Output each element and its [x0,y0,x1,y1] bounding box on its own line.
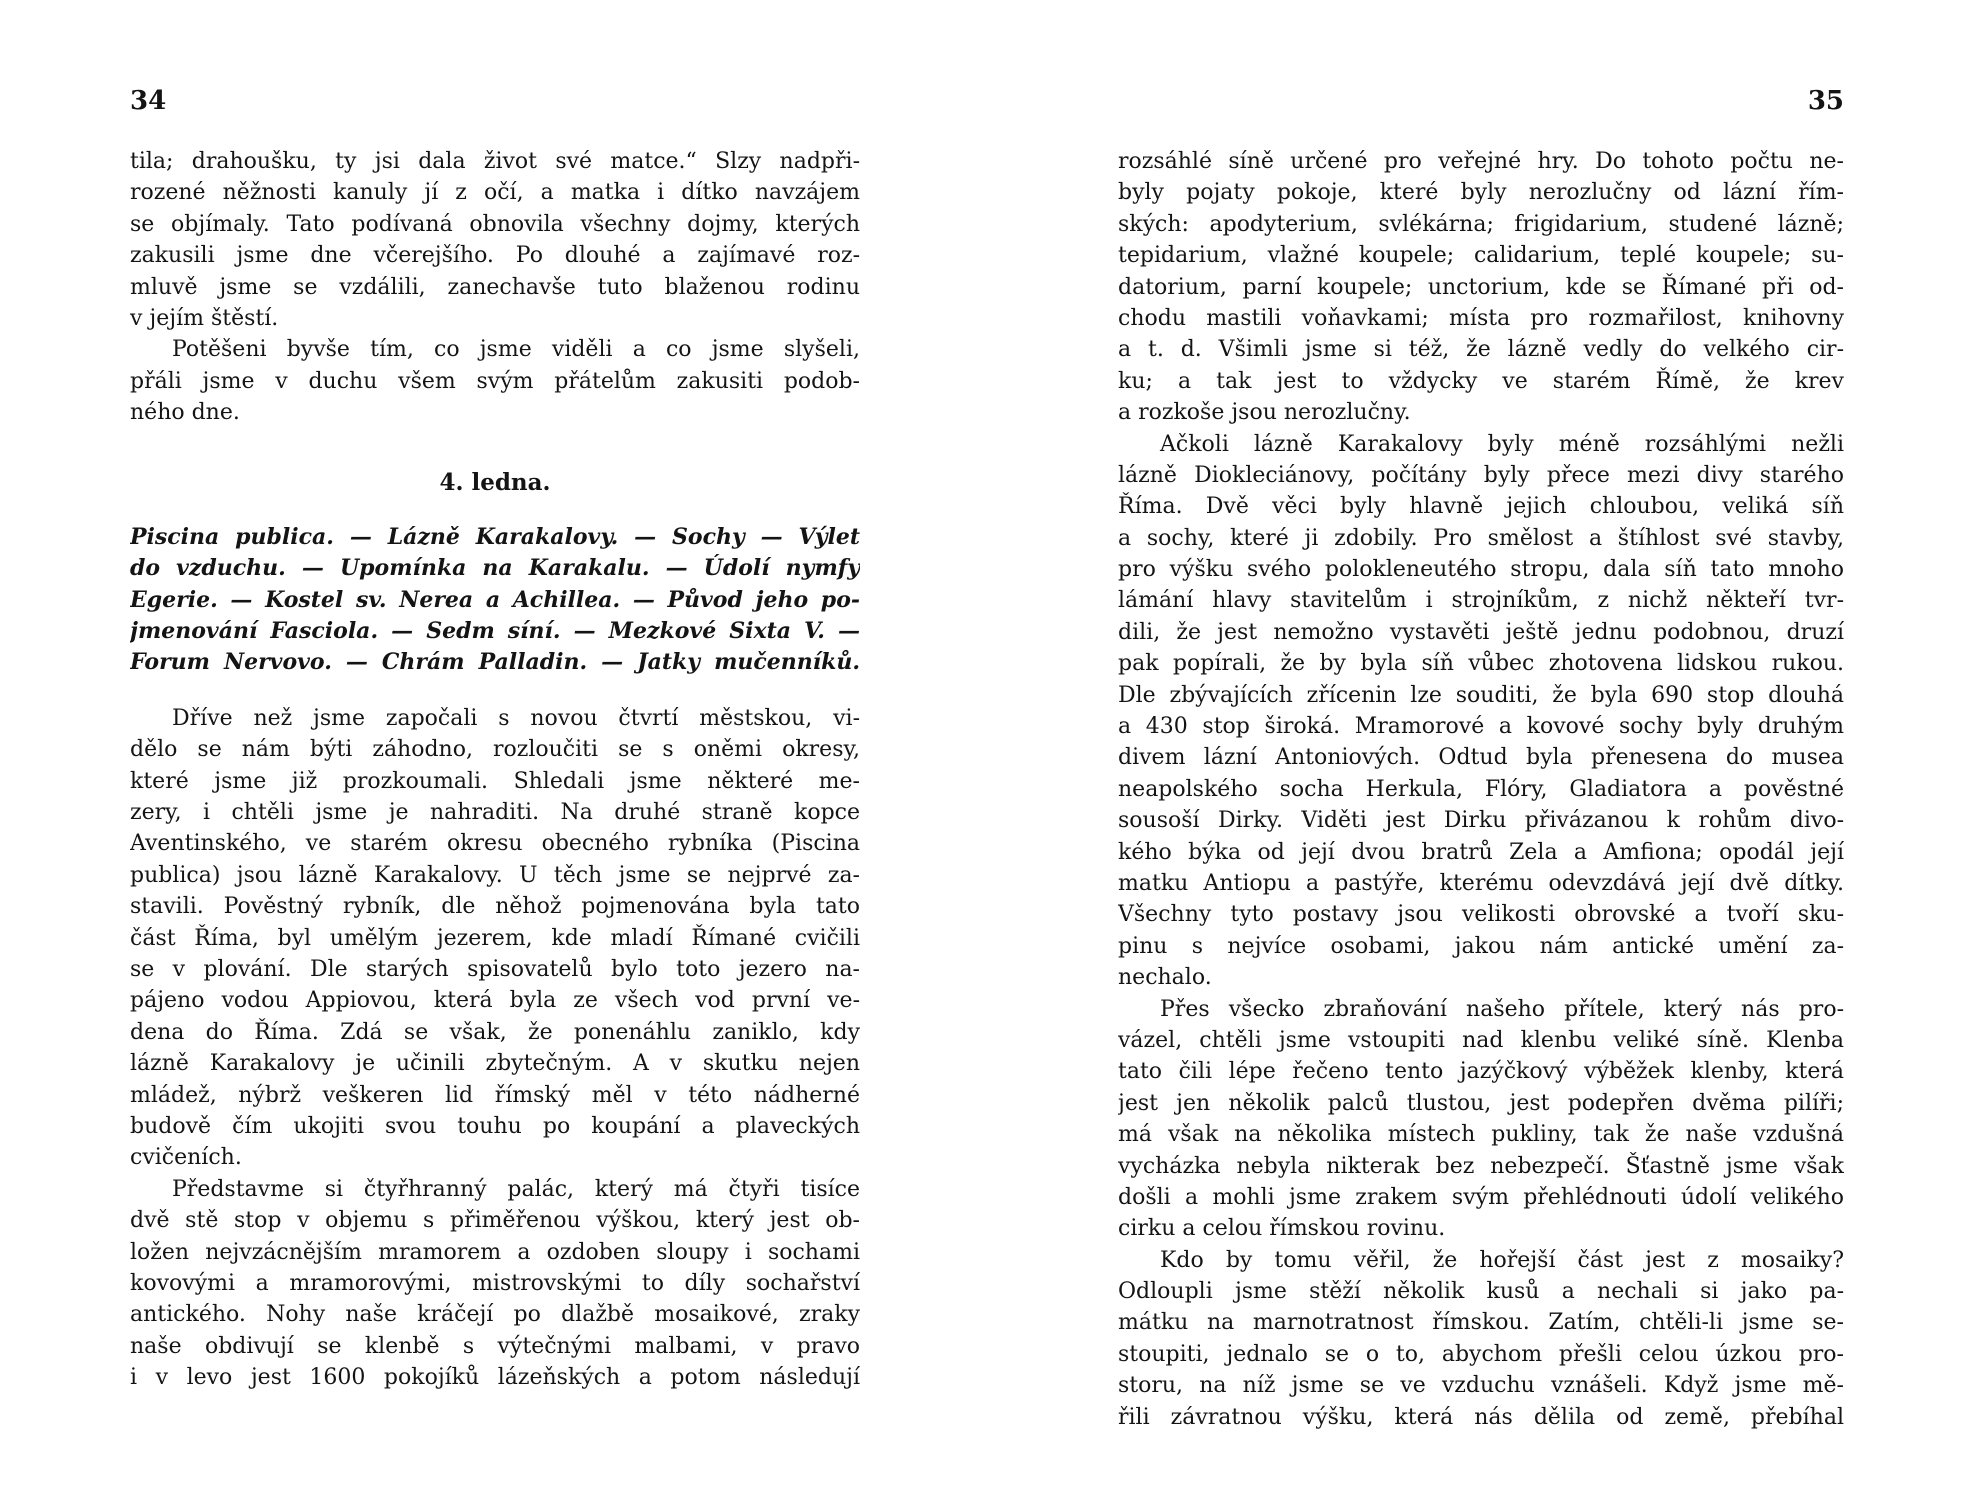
text-line: a t. d. Všimli jsme si též, že lázně vedly do velkého cir- [1118,337,1844,363]
chapter-summary [130,522,860,679]
text-line: do vzduchu. — Upomínka na Karakalu. — Údolí nymfy [130,555,860,582]
text-line: antického. Nohy naše kráčejí po dlažbě mosaikové, zraky [130,1302,860,1328]
right-page-text [1118,146,1844,1433]
text-line: jmenování Fasciola. — Sedm síní. — Mezkové Sixta V. — [130,618,860,645]
text-line: jest jen několik palců tlustou, jest podepřen dvěma pilíři; [1118,1090,1844,1116]
text-line: pinu s nejvíce osobami, jakou nám antické umění za- [1118,933,1844,959]
text-line: přáli jsme v duchu všem svým přátelům zakusiti podob- [130,368,860,394]
text-line: mluvě jsme se vzdálili, zanechavše tuto blaženou rodinu [130,274,860,300]
text-line: pro výšku svého polokleneutého stropu, dala síň tato mnoho [1118,557,1844,583]
text-line: dvě stě stop v objemu s přiměřenou výškou, který jest ob- [130,1208,860,1234]
text-line: zery, i chtěli jsme je nahraditi. Na druhé straně kopce [130,800,860,826]
text-line: Dříve než jsme započali s novou čtvrtí městskou, vi- [172,705,860,731]
paragraph-block-right [1118,146,1844,1433]
text-line: vycházka nebyla nikterak bez nebezpečí. Šťastně jsme však [1118,1153,1844,1179]
text-line: tato čili lépe řečeno tento jazýčkový výběžek klenby, která [1118,1059,1844,1085]
text-line: rozsáhlé síně určené pro veřejné hry. Do tohoto počtu ne- [1118,149,1844,174]
text-line: došli a mohli jsme zrakem svým přehlédnouti údolí velikého [1118,1184,1844,1210]
text-line: dena do Říma. Zdá se však, že ponenáhlu zaniklo, kdy [130,1019,860,1045]
text-line: a sochy, které ji zdobily. Pro smělost a štíhlost své stavby, [1118,525,1844,551]
text-line: storu, na níž jsme se ve vzduchu vznášeli. Když jsme mě- [1118,1373,1844,1399]
text-line: řili závratnou výšku, která nás dělila od země, přebíhal [1118,1404,1844,1430]
text-line: stavili. Pověstný rybník, dle něhož pojmenována byla tato [130,894,860,920]
text-line: nechalo. [1118,965,1212,991]
text-line: Ačkoli lázně Karakalovy byly méně rozsáhlými nežli [1160,431,1844,457]
text-line: vázel, chtěli jsme vstoupiti nad klenbu veliké síně. Klenba [1118,1027,1844,1053]
text-line: Přes všecko zbraňování našeho přítele, který nás pro- [1160,996,1844,1022]
text-line: datorium, parní koupele; unctorium, kde se Římané při od- [1118,274,1844,300]
text-line: Potěšeni byvše tím, co jsme viděli a co jsme slyšeli, [172,337,860,363]
text-line: ložen nejvzácnějším mramorem a ozdoben sloupy i sochami [130,1239,860,1265]
text-line: Kdo by tomu věřil, že hořejší část jest z mosaiky? [1160,1247,1844,1273]
text-line: ských: apodyterium, svlékárna; frigidarium, studené lázně; [1118,211,1844,237]
text-line: Říma. Dvě věci byly hlavně jejich chloubou, veliká síň [1118,494,1844,520]
text-line: divem lázní Antoniových. Odtud byla přenesena do musea [1118,745,1844,771]
text-line: cvičeních. [130,1145,242,1171]
text-line: Představme si čtyřhranný palác, který má čtyři tisíce [172,1176,860,1202]
page-number-left: 34 [130,86,167,116]
text-line: které jsme již prozkoumali. Shledali jsme některé me- [130,768,860,794]
text-line: neapolského socha Herkula, Flóry, Gladiatora a pověstné [1118,776,1844,802]
text-line: matku Antiopu a pastýře, kterému odevzdává její dvě dítky. [1118,870,1844,896]
text-line: tila; drahoušku, ty jsi dala život své matce.“ Slzy nadpři- [130,149,860,174]
text-line: lámání hlavy stavitelům i strojníkům, z nichž někteří tvr- [1118,588,1844,614]
text-line: i v levo jest 1600 pokojíků lázeňských a potom následují [130,1365,860,1391]
page-number-right: 35 [1807,86,1844,116]
text-line: část Říma, byl umělým jezerem, kde mladí Římané cvičili [130,925,860,951]
paragraph-block-opening [130,146,860,429]
text-line: v jejím štěstí. [130,305,279,331]
paragraph-block-main [130,703,860,1394]
text-line: se objímaly. Tato podívaná obnovila všechny dojmy, kterých [130,211,860,237]
text-line: rozené něžnosti kanuly jí z očí, a matka i dítko navzájem [130,180,860,206]
text-line: lázně Karakalovy je učinili zbytečným. A v skutku nejen [130,1051,860,1077]
text-line: dělo se nám býti záhodno, rozloučiti se s oněmi okresy, [130,737,860,763]
text-line: a 430 stop široká. Mramorové a kovové sochy byly druhým [1118,714,1844,740]
left-page-text [130,146,860,1393]
text-line: má však na několika místech pukliny, tak že naše vzdušná [1118,1122,1844,1148]
text-line: a rozkoše jsou nerozlučny. [1118,400,1411,426]
text-line: zakusili jsme dne včerejšího. Po dlouhé a zajímavé roz- [130,243,860,269]
text-line: se v plování. Dle starých spisovatelů bylo toto jezero na- [130,956,860,982]
text-line: cirku a celou římskou rovinu. [1118,1216,1446,1242]
text-line: sousoší Dirky. Viděti jest Dirku přivázanou k rohům divo- [1118,808,1844,834]
text-line: lázně Diokleciánovy, počítány byly přece mezi divy starého [1118,462,1844,488]
section-heading: 4. ledna. [439,468,551,496]
text-line: tepidarium, vlažné koupele; calidarium, teplé koupele; su- [1118,243,1844,269]
text-line: kého býka od její dvou bratrů Zela a Amfiona; opodál její [1118,839,1844,865]
text-line: budově čím ukojiti svou touhu po koupání a plaveckých [130,1113,860,1139]
text-line: publica) jsou lázně Karakalovy. U těch jsme se nejprvé za- [130,862,860,888]
text-line: Odloupli jsme stěží několik kusů a nechali si jako pa- [1118,1279,1844,1305]
text-line: kovovými a mramorovými, mistrovskými to díly sochařství [130,1270,860,1296]
text-line: ného dne. [130,400,240,426]
right-page [1118,0,1844,1501]
text-line: Egerie. — Kostel sv. Nerea a Achillea. — Původ jeho po- [130,586,860,613]
text-line: Forum Nervovo. — Chrám Palladin. — Jatky mučenníků. [130,649,860,676]
text-line: dili, že jest nemožno vystavěti ještě jednu podobnou, druzí [1118,619,1844,645]
text-line: ku; a tak jest to vždycky ve starém Římě, že krev [1118,368,1844,394]
text-line: mládež, nýbrž veškeren lid římský měl v této nádherné [130,1082,860,1108]
text-line: pájeno vodou Appiovou, která byla ze všech vod první ve- [130,988,860,1014]
text-line: pak popírali, že by byla síň vůbec zhotovena lidskou rukou. [1118,651,1844,677]
text-line: Aventinského, ve starém okresu obecného rybníka (Piscina [130,831,860,857]
text-line: Všechny tyto postavy jsou velikosti obrovské a tvoří sku- [1118,902,1844,928]
text-line: naše obdivují se klenbě s výtečnými malbami, v pravo [130,1333,860,1359]
text-line: stoupiti, jednalo se o to, abychom přešli celou úzkou pro- [1118,1341,1844,1367]
text-line: mátku na marnotratnost římskou. Zatím, chtěli-li jsme se- [1118,1310,1844,1336]
left-page [130,0,860,1501]
text-line: Dle zbývajících zřícenin lze souditi, že byla 690 stop dlouhá [1118,682,1844,708]
text-line: byly pojaty pokoje, které byly nerozlučny od lázní řím- [1118,180,1844,206]
text-line: Piscina publica. — Lázně Karakalovy. — Sochy — Výlet [130,523,860,550]
text-line: chodu mastili voňavkami; místa pro rozmařilost, knihovny [1118,305,1844,331]
